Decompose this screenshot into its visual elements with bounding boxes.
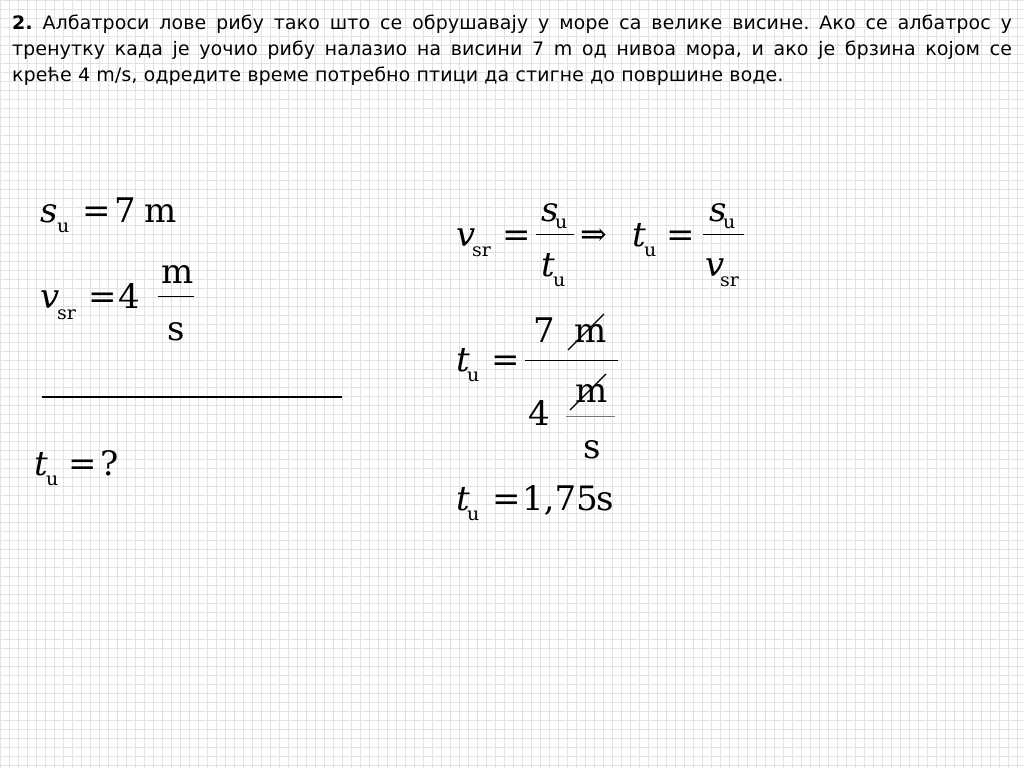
given-s-value: 7 — [114, 191, 136, 231]
formula-v-var-2: v — [705, 245, 725, 285]
subst-den-unit-den: s — [583, 427, 601, 467]
given-s-unit: m — [144, 191, 177, 231]
unknown-t-sub: u — [46, 468, 59, 490]
subst-num-unit: m — [574, 311, 607, 351]
result-t-sub: u — [467, 503, 480, 525]
given-separator — [42, 396, 342, 398]
subst-num-value: 7 — [533, 311, 555, 351]
formula-fraction-bar-1 — [536, 234, 574, 235]
result-unit: s — [596, 479, 614, 519]
given-s-sub: u — [57, 215, 70, 237]
formula-t-var-2: t — [632, 215, 646, 255]
cancel-stroke-numerator — [566, 312, 606, 352]
subst-den-unit-num: m — [575, 371, 608, 411]
subst-den-value: 4 — [528, 394, 550, 434]
formula-s-var-1: s — [541, 190, 559, 230]
given-s-eq: = — [82, 191, 111, 231]
unknown-eq: = — [68, 444, 97, 484]
formula-t-var-1: t — [541, 245, 555, 285]
result-t-var: t — [456, 479, 470, 519]
problem-statement — [12, 10, 1012, 88]
formula-s-sub-2: u — [723, 211, 736, 233]
cancel-stroke-denominator — [568, 372, 608, 412]
given-v-eq: = — [88, 277, 117, 317]
problem-text: Албатроси лове рибу тако што се обрушавају у море са велике висине. Ако се албатрос у тренутку када је уочио рибу налазио на висини 7 m од нивоа мора, и ако је брзина којом се креће 4 m/s, одредите време потребно птици да стигне до површине воде. — [12, 12, 1013, 86]
subst-eq: = — [491, 340, 520, 380]
unknown-t-var: t — [34, 444, 48, 484]
subst-fraction-bar — [525, 360, 618, 361]
given-v-value: 4 — [118, 277, 140, 317]
implies-symbol: ⇒ — [580, 215, 607, 253]
result-value: 1,75 — [522, 479, 598, 519]
unknown-value: ? — [100, 444, 119, 484]
subst-t-sub: u — [467, 364, 480, 386]
given-v-sub: sr — [57, 302, 76, 324]
formula-s-sub-1: u — [555, 211, 568, 233]
formula-t-sub-1: u — [553, 269, 566, 291]
given-v-var: v — [40, 277, 60, 317]
formula-eq-1: = — [502, 215, 531, 255]
formula-t-sub-2: u — [644, 239, 657, 261]
given-v-unit-den: s — [167, 309, 185, 349]
given-v-unit-num: m — [161, 252, 194, 292]
given-s-var: s — [40, 191, 58, 231]
formula-s-var-2: s — [709, 190, 727, 230]
formula-v-sub-2: sr — [720, 269, 739, 291]
given-v-fraction-bar — [158, 296, 194, 297]
subst-den-unit-bar — [566, 416, 615, 417]
result-eq: = — [492, 479, 521, 519]
formula-v-sub: sr — [472, 239, 491, 261]
formula-v-var: v — [456, 215, 476, 255]
problem-number: 2. — [12, 12, 33, 34]
formula-fraction-bar-2 — [703, 234, 744, 235]
formula-eq-2: = — [666, 215, 695, 255]
subst-t-var: t — [456, 340, 470, 380]
